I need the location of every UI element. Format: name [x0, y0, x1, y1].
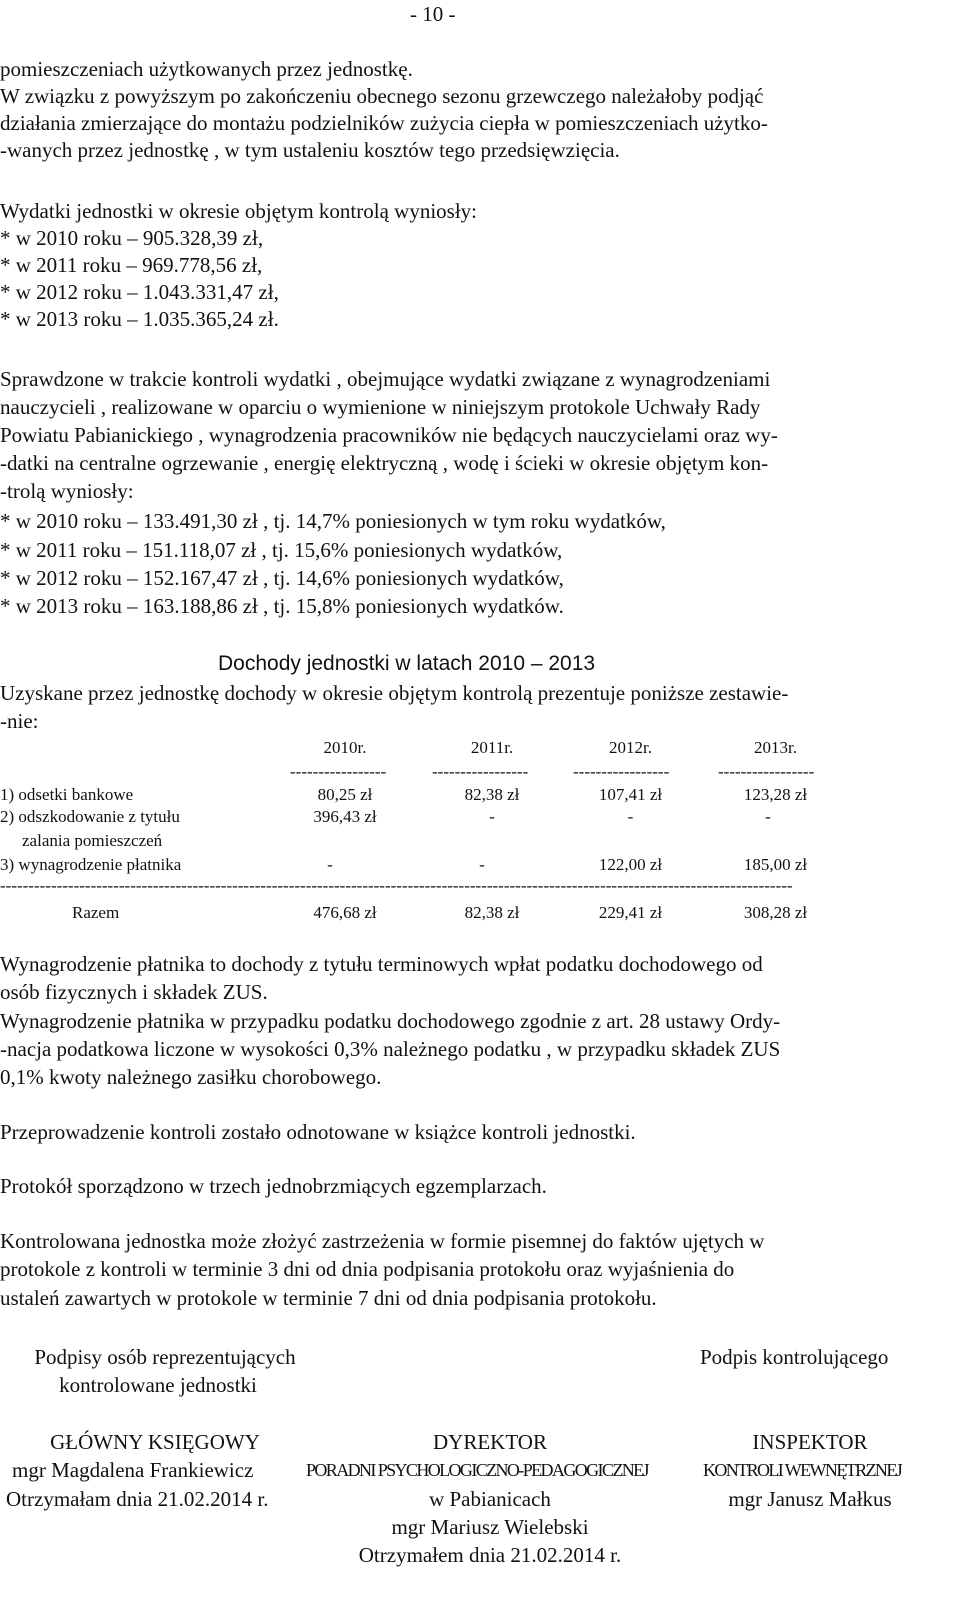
inspector-role: INSPEKTOR: [752, 1430, 868, 1454]
year-header: 2010r.: [323, 738, 367, 757]
total-cell: 308,28 zł: [743, 903, 808, 922]
inspector-name: mgr Janusz Małkus: [728, 1487, 892, 1511]
total-cell: 229,41 zł: [598, 903, 663, 922]
year-underline: -----------------: [290, 762, 387, 781]
checked-line: Powiatu Pabianickiego , wynagrodzenia pracowników nie będących nauczycielami oraz wy-: [0, 423, 778, 447]
checked-line: -datki na centralne ogrzewanie , energię elektryczną , wodę i ścieki w okresie objętym kon-: [0, 451, 769, 475]
total-cell: 476,68 zł: [313, 903, 377, 922]
note-line: osób fizycznych i składek ZUS.: [0, 980, 268, 1004]
checked-line: -trolą wyniosły:: [0, 479, 134, 503]
table-cell: 107,41 zł: [598, 785, 663, 804]
note-line: -nacja podatkowa liczone w wysokości 0,3% należnego podatku , w przypadku składek ZUS: [0, 1037, 781, 1061]
accountant-role: GŁÓWNY KSIĘGOWY: [50, 1430, 260, 1454]
checked-item: * w 2011 roku – 151.118,07 zł , tj. 15,6% poniesionych wydatków,: [0, 538, 563, 562]
table-row-label-continued: zalania pomieszczeń: [22, 831, 163, 850]
expense-item: * w 2010 roku – 905.328,39 zł,: [0, 226, 264, 250]
checked-item: * w 2013 roku – 163.188,86 zł , tj. 15,8% poniesionych wydatków.: [0, 594, 564, 618]
year-underline: -----------------: [432, 762, 529, 781]
director-role: DYREKTOR: [433, 1430, 547, 1454]
signatures-right-header: Podpis kontrolującego: [700, 1345, 889, 1369]
checked-line: Sprawdzone w trakcie kontroli wydatki , obejmujące wydatki związane z wynagrodzeniami: [0, 367, 771, 391]
objections-line: ustaleń zawartych w protokole w terminie 7 dni od dnia podpisania protokołu.: [0, 1286, 657, 1310]
expense-item: * w 2011 roku – 969.778,56 zł,: [0, 253, 263, 277]
table-cell: -: [327, 855, 333, 874]
table-row-label: 2) odszkodowanie z tytułu: [0, 807, 180, 826]
intro-line: -wanych przez jednostkę , w tym ustaleniu kosztów tego przedsięwzięcia.: [0, 138, 620, 162]
director-city: w Pabianicach: [429, 1487, 551, 1511]
intro-line: pomieszczeniach użytkowanych przez jednostkę.: [0, 57, 413, 81]
table-cell: 122,00 zł: [598, 855, 663, 874]
accountant-name: mgr Magdalena Frankiewicz: [12, 1458, 254, 1482]
accountant-received: Otrzymałam dnia 21.02.2014 r.: [6, 1487, 269, 1511]
table-cell: -: [479, 855, 485, 874]
table-row-label: 1) odsetki bankowe: [0, 785, 134, 804]
table-cell: 396,43 zł: [313, 807, 377, 826]
note-line: Wynagrodzenie płatnika to dochody z tytułu terminowych wpłat podatku dochodowego od: [0, 952, 763, 976]
table-cell: 80,25 zł: [317, 785, 373, 804]
signatures-left-header: Podpisy osób reprezentujących: [34, 1345, 296, 1369]
income-intro-line: -nie:: [0, 709, 39, 733]
year-underline: -----------------: [718, 762, 815, 781]
total-label: Razem: [72, 903, 120, 922]
expense-item: * w 2013 roku – 1.035.365,24 zł.: [0, 307, 279, 331]
intro-line: W związku z powyższym po zakończeniu obecnego sezonu grzewczego należałoby podjąć: [0, 84, 764, 108]
recorded-statement: Przeprowadzenie kontroli zostało odnotowane w książce kontroli jednostki.: [0, 1120, 636, 1144]
total-cell: 82,38 zł: [464, 903, 520, 922]
checked-item: * w 2012 roku – 152.167,47 zł , tj. 14,6% poniesionych wydatków,: [0, 566, 564, 590]
table-cell: -: [765, 807, 771, 826]
year-header: 2012r.: [609, 738, 652, 757]
objections-line: Kontrolowana jednostka może złożyć zastrzeżenia w formie pisemnej do faktów ujętych w: [0, 1229, 765, 1253]
table-cell: 82,38 zł: [464, 785, 520, 804]
year-header: 2011r.: [470, 738, 514, 757]
table-row-label: 3) wynagrodzenie płatnika: [0, 855, 182, 874]
expenses-heading: Wydatki jednostki w okresie objętym kontrolą wyniosły:: [0, 199, 478, 223]
table-cell: -: [627, 807, 634, 826]
page-number: - 10 -: [410, 2, 456, 26]
intro-line: działania zmierzające do montażu podzielników zużycia ciepła w pomieszczeniach użytko-: [0, 111, 768, 135]
year-header: 2013r.: [754, 738, 797, 757]
director-institution: PORADNI PSYCHOLOGICZNO-PEDAGOGICZNEJ: [306, 1460, 648, 1480]
table-cell: -: [489, 807, 495, 826]
objections-line: protokole z kontroli w terminie 3 dni od dnia podpisania protokołu oraz wyjaśnienia do: [0, 1257, 735, 1281]
director-name: mgr Mariusz Wielebski: [391, 1515, 589, 1539]
total-separator: --------------------------------------------------------------------------------------------------------------------------------------------: [0, 876, 793, 895]
expense-item: * w 2012 roku – 1.043.331,47 zł,: [0, 280, 279, 304]
inspector-unit: KONTROLI WEWNĘTRZNEJ: [703, 1460, 902, 1480]
director-received: Otrzymałem dnia 21.02.2014 r.: [358, 1543, 622, 1567]
note-line: Wynagrodzenie płatnika w przypadku podatku dochodowego zgodnie z art. 28 ustawy Ordy-: [0, 1009, 781, 1033]
income-intro-line: Uzyskane przez jednostkę dochody w okresie objętym kontrolą prezentuje poniższe zestawie-: [0, 681, 789, 705]
checked-line: nauczycieli , realizowane w oparciu o wymienione w niniejszym protokole Uchwały Rady: [0, 395, 761, 419]
copies-statement: Protokół sporządzono w trzech jednobrzmiących egzemplarzach.: [0, 1174, 547, 1198]
year-underline: -----------------: [573, 762, 670, 781]
table-cell: 123,28 zł: [743, 785, 808, 804]
signatures-left-header: kontrolowane jednostki: [59, 1373, 257, 1397]
note-line: 0,1% kwoty należnego zasiłku chorobowego.: [0, 1065, 382, 1089]
table-cell: 185,00 zł: [743, 855, 808, 874]
income-title: Dochody jednostki w latach 2010 – 2013: [218, 652, 596, 675]
checked-item: * w 2010 roku – 133.491,30 zł , tj. 14,7% poniesionych w tym roku wydatków,: [0, 509, 666, 533]
